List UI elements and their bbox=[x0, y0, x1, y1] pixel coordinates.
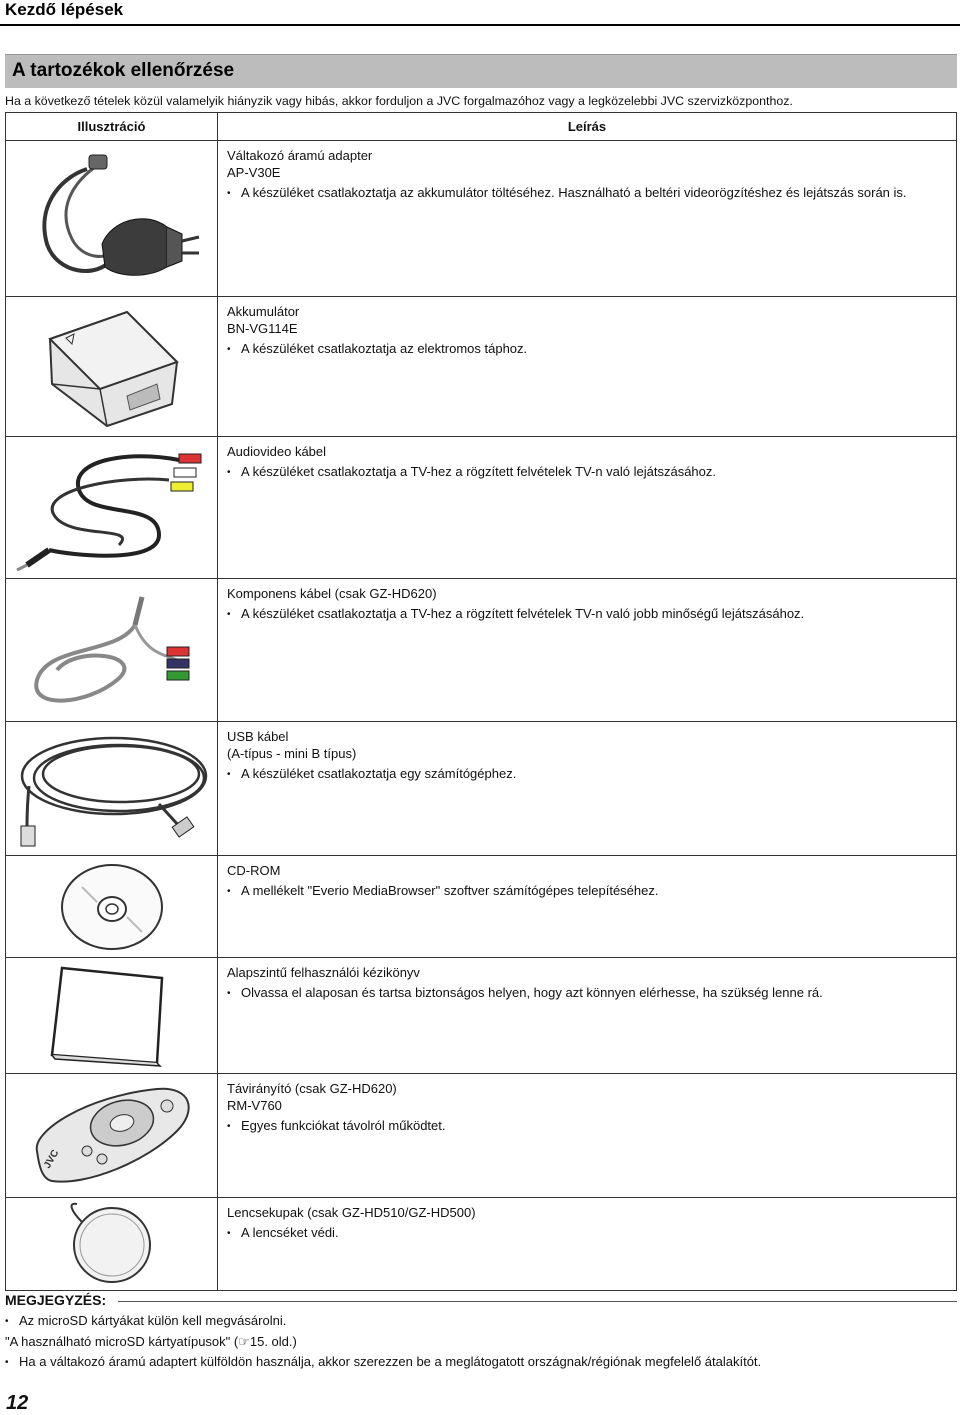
table-row bbox=[6, 722, 957, 856]
bullet-icon: • bbox=[5, 1316, 9, 1327]
item-bullet bbox=[227, 882, 948, 901]
table-header-row bbox=[6, 113, 957, 141]
illustration-cell bbox=[6, 722, 218, 856]
description-cell bbox=[218, 579, 957, 722]
remote-control-icon bbox=[27, 1081, 197, 1191]
item-model: RM-V760 bbox=[227, 1098, 282, 1113]
note-heading: MEGJEGYZÉS: bbox=[5, 1292, 107, 1308]
col-illustration: Illusztráció bbox=[6, 113, 218, 141]
bullet-icon: • bbox=[227, 609, 231, 620]
description-cell bbox=[218, 437, 957, 579]
item-name: Komponens kábel (csak GZ-HD620) bbox=[227, 586, 437, 601]
description-cell bbox=[218, 856, 957, 958]
item-bullet bbox=[227, 605, 948, 624]
illustration-cell bbox=[6, 958, 218, 1074]
item-name: Akkumulátor bbox=[227, 304, 300, 319]
item-name: USB kábel bbox=[227, 729, 289, 744]
bullet-icon: • bbox=[5, 1357, 9, 1368]
illustration-cell bbox=[6, 297, 218, 437]
note-text-1: Az microSD kártyákat külön kell megvásárolni. bbox=[19, 1313, 287, 1328]
bullet-icon: • bbox=[227, 1228, 231, 1239]
table-row bbox=[6, 579, 957, 722]
item-bullet bbox=[227, 184, 948, 203]
item-bullet bbox=[227, 984, 948, 1003]
section-title: A tartozékok ellenőrzése bbox=[12, 60, 235, 81]
item-name: Távirányító (csak GZ-HD620) bbox=[227, 1081, 397, 1096]
illustration-cell bbox=[6, 437, 218, 579]
illustration-cell bbox=[6, 1074, 218, 1198]
item-bullet-text: Olvassa el alaposan és tartsa biztonságos helyen, hogy azt könnyen elérhesse, ha szükség lenne rá. bbox=[241, 985, 823, 1000]
accessories-table bbox=[5, 112, 957, 1291]
illustration-cell bbox=[6, 579, 218, 722]
note-item bbox=[5, 1354, 761, 1369]
description-cell bbox=[218, 297, 957, 437]
item-bullet bbox=[227, 1117, 948, 1136]
item-name: CD-ROM bbox=[227, 863, 281, 878]
item-name: Audiovideo kábel bbox=[227, 444, 327, 459]
table-row bbox=[6, 141, 957, 297]
av-cable-icon bbox=[9, 440, 214, 575]
illustration-cell bbox=[6, 856, 218, 958]
item-bullet bbox=[227, 1224, 948, 1243]
item-bullet-text: A lencséket védi. bbox=[241, 1225, 339, 1240]
cd-rom-icon bbox=[57, 862, 167, 952]
table-row bbox=[6, 297, 957, 437]
item-bullet-text: A készüléket csatlakoztatja a TV-hez a rögzített felvételek TV-n való jobb minőségű lejátszásához. bbox=[241, 606, 805, 621]
item-bullet-text: Egyes funkciókat távolról működtet. bbox=[241, 1118, 446, 1133]
page-header-title: Kezdő lépések bbox=[5, 0, 124, 19]
note-link[interactable]: "A használható microSD kártyatípusok" (☞15. old.) bbox=[5, 1334, 297, 1349]
battery-icon bbox=[32, 304, 192, 429]
item-name: Alapszintű felhasználói kézikönyv bbox=[227, 965, 420, 980]
item-model: BN-VG114E bbox=[227, 321, 298, 336]
table-row bbox=[6, 856, 957, 958]
note-text-3: Ha a váltakozó áramú adaptert külföldön használja, akkor szerezzen be a meglátogatott országnak/régiónak megfelelő átalakítót. bbox=[19, 1354, 762, 1369]
jvc-logo: JVC bbox=[41, 1147, 61, 1170]
item-model: (A-típus - mini B típus) bbox=[227, 746, 357, 761]
header-rule bbox=[0, 24, 960, 26]
item-bullet-text: A készüléket csatlakoztatja az elektromos táphoz. bbox=[241, 341, 528, 356]
bullet-icon: • bbox=[227, 769, 231, 780]
illustration-cell bbox=[6, 1198, 218, 1291]
item-bullet bbox=[227, 463, 948, 482]
note-item bbox=[5, 1313, 286, 1328]
item-model: AP-V30E bbox=[227, 165, 281, 180]
table-row bbox=[6, 958, 957, 1074]
bullet-icon: • bbox=[227, 467, 231, 478]
usb-cable-icon bbox=[9, 726, 214, 851]
description-cell bbox=[218, 141, 957, 297]
item-bullet-text: A mellékelt "Everio MediaBrowser" szoftver számítógépes telepítéséhez. bbox=[241, 883, 659, 898]
item-name: Váltakozó áramú adapter bbox=[227, 148, 373, 163]
item-name: Lencsekupak (csak GZ-HD510/GZ-HD500) bbox=[227, 1205, 476, 1220]
table-row bbox=[6, 1198, 957, 1291]
table-row bbox=[6, 1074, 957, 1198]
bullet-icon: • bbox=[227, 344, 231, 355]
page-number: 12 bbox=[6, 1392, 29, 1414]
description-cell bbox=[218, 722, 957, 856]
item-bullet-text: A készüléket csatlakoztatja a TV-hez a rögzített felvételek TV-n való lejátszásához. bbox=[241, 464, 716, 479]
ac-adapter-icon bbox=[17, 149, 207, 289]
bullet-icon: • bbox=[227, 1121, 231, 1132]
item-bullet-text: A készüléket csatlakoztatja egy számítógéphez. bbox=[241, 766, 517, 781]
section-bar bbox=[5, 54, 957, 88]
table-row bbox=[6, 437, 957, 579]
description-cell bbox=[218, 958, 957, 1074]
description-cell bbox=[218, 1198, 957, 1291]
illustration-cell bbox=[6, 141, 218, 297]
intro-text: Ha a következő tételek közül valamelyik hiányzik vagy hibás, akkor forduljon a JVC forgalmazóhoz vagy a legközelebbi JVC szervizközponthoz. bbox=[5, 94, 793, 108]
lens-cap-icon bbox=[67, 1202, 157, 1287]
description-cell bbox=[218, 1074, 957, 1198]
bullet-icon: • bbox=[227, 886, 231, 897]
bullet-icon: • bbox=[227, 988, 231, 999]
note-rule bbox=[118, 1301, 957, 1302]
col-description: Leírás bbox=[218, 113, 957, 141]
item-bullet bbox=[227, 765, 948, 784]
item-bullet-text: A készüléket csatlakoztatja az akkumulátor töltéséhez. Használható a beltéri videorögzítéshez és lejátszás során is. bbox=[241, 185, 907, 200]
item-bullet bbox=[227, 340, 948, 359]
bullet-icon: • bbox=[227, 188, 231, 199]
component-cable-icon bbox=[17, 585, 207, 715]
manual-icon bbox=[32, 963, 192, 1068]
